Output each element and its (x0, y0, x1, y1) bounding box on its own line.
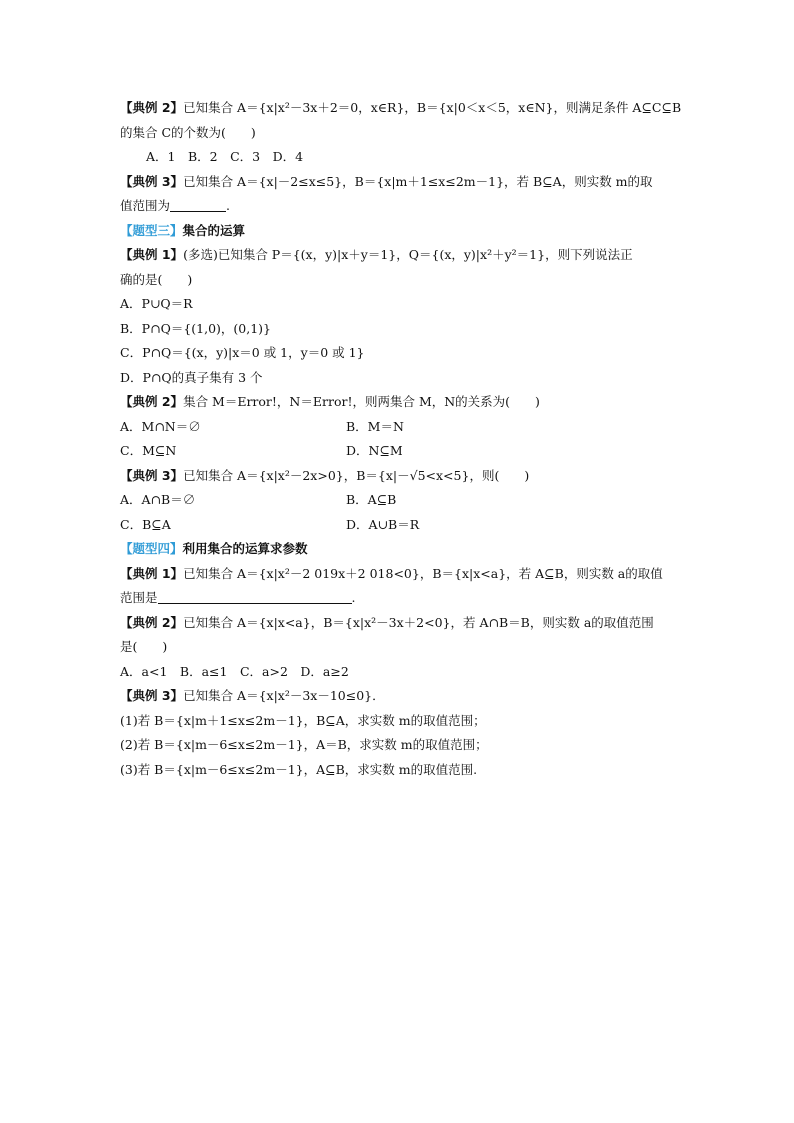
question-text: 的集合 C的个数为( ) (120, 124, 256, 140)
answer-blank[interactable] (158, 589, 352, 604)
sub-question-3: (3)若 B＝{x|m－6≤x≤2m－1}，A⊆B，求实数 m的取值范围. (120, 761, 478, 777)
options-line (120, 660, 680, 685)
question-text: 已知集合 A＝{x|x²－2 019x＋2 018<0}，B＝{x|x<a}，若 A⊆B，则实数 a的取值 (183, 565, 663, 581)
options-text: A．1 B．2 C．3 D．4 (146, 149, 304, 164)
options-row (120, 513, 680, 538)
option-a: A．M∩N＝∅ (120, 418, 201, 434)
section-tag: 【题型三】 (120, 222, 183, 238)
example-tag: 【典例 2】 (120, 394, 184, 409)
question-line (120, 464, 680, 489)
option-c: C．M⊆N (120, 443, 177, 458)
option-b: B．M＝N (346, 418, 404, 434)
options-line (120, 145, 680, 170)
question-text: 已知集合 A＝{x|x<a}，B＝{x|x²－3x＋2<0}，若 A∩B＝B，则实数 a的取值范围 (183, 614, 654, 630)
section-title: 利用集合的运算求参数 (182, 541, 308, 556)
example-tag: 【典例 1】 (120, 247, 184, 262)
question-text: 已知集合 A＝{x|x²－2x>0}，B＝{x|－√5<x<5}，则( ) (183, 467, 530, 483)
question-line (120, 243, 680, 268)
question-text: 确的是( ) (120, 271, 193, 287)
option-d: D．N⊆M (346, 443, 403, 458)
option-a: A．A∩B＝∅ (120, 492, 196, 507)
document-content (120, 96, 680, 782)
question-line (120, 194, 680, 219)
question-end: . (351, 590, 356, 605)
option-c: C．P∩Q＝{(x，y)|x＝0 或 1，y＝0 或 1} (120, 345, 365, 360)
sub-question-2: (2)若 B＝{x|m－6≤x≤2m－1}，A＝B，求实数 m的取值范围； (120, 737, 488, 752)
question-text: 集合 M＝Error!，N＝Error!，则两集合 M，N的关系为( ) (183, 394, 540, 409)
option-d: D．A∪B＝R (346, 516, 420, 532)
example-tag: 【典例 3】 (120, 467, 184, 483)
options-row (120, 488, 680, 513)
question-text: (多选)已知集合 P＝{(x，y)|x＋y＝1}，Q＝{(x，y)|x²＋y²＝1}，则下列说法正 (183, 247, 633, 262)
options-text: A．a<1 B．a≤1 C．a>2 D．a≥2 (120, 663, 349, 679)
option-b: B．A⊆B (346, 492, 397, 507)
question-line (120, 562, 680, 587)
question-line (120, 121, 680, 146)
section-heading (120, 537, 680, 562)
example-tag: 【典例 1】 (120, 565, 184, 581)
question-line (120, 611, 680, 636)
question-line (120, 684, 680, 709)
question-text: 已知集合 A＝{x|x²－3x＋2＝0，x∈R}，B＝{x|0＜x＜5，x∈N}，则满足条件 A⊆C⊆B (183, 100, 682, 115)
question-end: . (226, 198, 230, 213)
option-a: A．P∪Q＝R (120, 296, 193, 311)
question-line (120, 586, 680, 611)
sub-question-1: (1)若 B＝{x|m＋1≤x≤2m－1}，B⊆A，求实数 m的取值范围； (120, 712, 486, 728)
question-text: 已知集合 A＝{x|x²－3x－10≤0}． (183, 688, 385, 703)
question-line (120, 390, 680, 415)
question-text: 范围是 (120, 590, 158, 605)
options-row (120, 439, 680, 464)
question-line (120, 268, 680, 293)
answer-blank[interactable] (170, 197, 226, 212)
question-line (120, 96, 680, 121)
question-line (120, 170, 680, 195)
example-tag: 【典例 3】 (120, 173, 184, 189)
question-text: 是( ) (120, 639, 168, 654)
example-tag: 【典例 2】 (120, 100, 184, 115)
option-d: D．P∩Q的真子集有 3 个 (120, 369, 263, 385)
section-heading (120, 219, 680, 244)
question-line (120, 635, 680, 660)
option-c: C．B⊆A (120, 516, 171, 532)
options-row (120, 415, 680, 440)
example-tag: 【典例 3】 (120, 688, 184, 703)
question-text: 已知集合 A＝{x|－2≤x≤5}，B＝{x|m＋1≤x≤2m－1}，若 B⊆A，则实数 m的取 (183, 173, 653, 189)
section-tag: 【题型四】 (120, 541, 183, 556)
example-tag: 【典例 2】 (120, 614, 184, 630)
section-title: 集合的运算 (182, 222, 246, 238)
question-text: 值范围为 (120, 198, 171, 213)
option-b: B．P∩Q＝{(1,0)，(0,1)} (120, 320, 271, 336)
